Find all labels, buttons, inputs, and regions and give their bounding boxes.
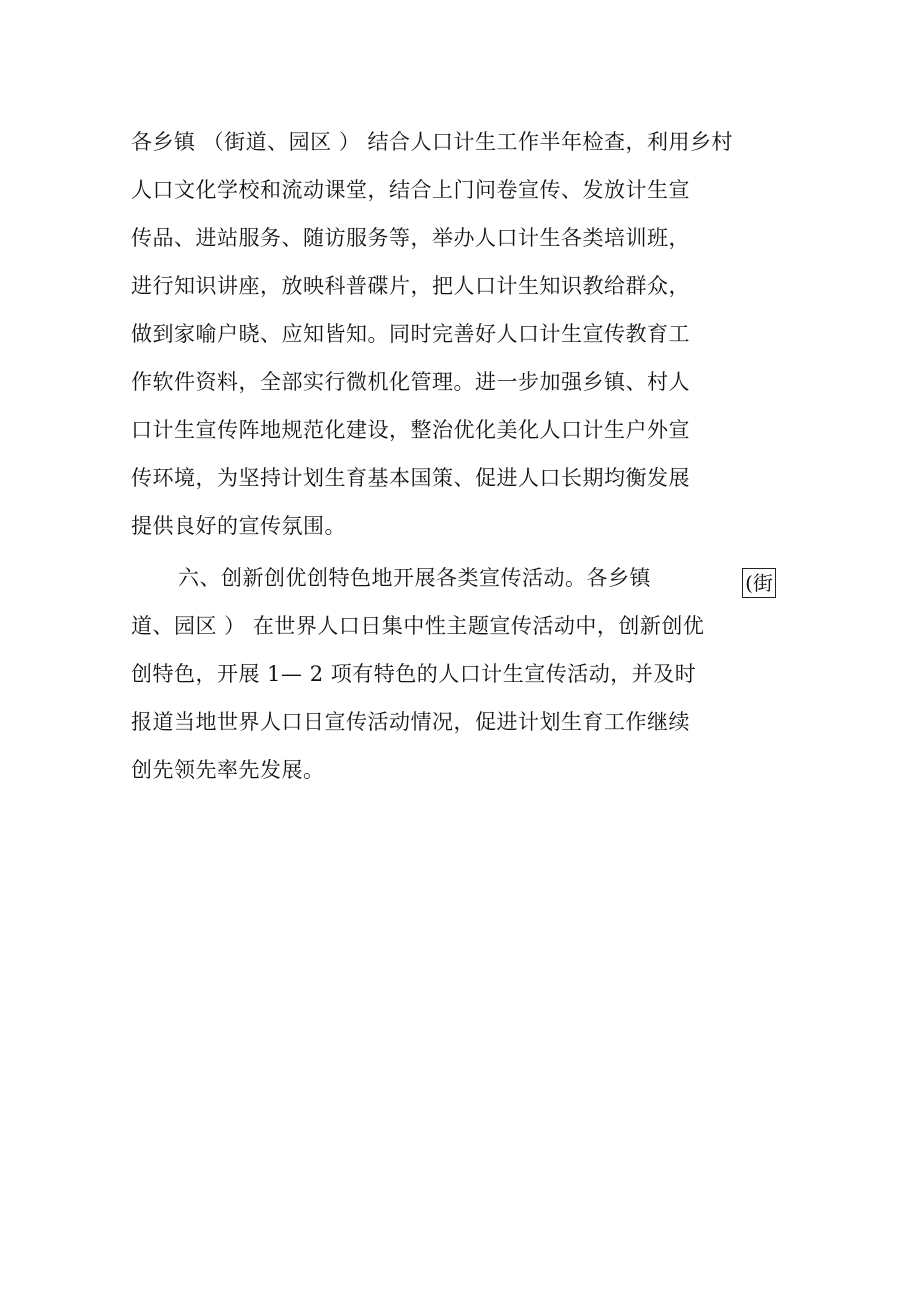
- text-line: 各乡镇 （街道、园区 ） 结合人口计生工作半年检查，利用乡村: [131, 130, 734, 154]
- text-line: 作软件资料，全部实行微机化管理。进一步加强乡镇、村人: [131, 370, 690, 394]
- text-line: 创先领先率先发展。: [131, 758, 325, 782]
- text-line: 道、园区 ） 在世界人口日集中性主题宣传活动中，创新创优: [131, 614, 705, 638]
- section-heading-line: 六、创新创优创特色地开展各类宣传活动。各乡镇: [178, 566, 651, 590]
- text-line: 传品、进站服务、随访服务等，举办人口计生各类培训班，: [131, 226, 690, 250]
- text-line: 做到家喻户晓、应知皆知。同时完善好人口计生宣传教育工: [131, 322, 690, 346]
- text-line: 传环境，为坚持计划生育基本国策、促进人口长期均衡发展: [131, 466, 690, 490]
- text-line: 创特色，开展 1— 2 项有特色的人口计生宣传活动，并及时: [131, 662, 697, 686]
- text-line: 提供良好的宣传氛围。: [131, 514, 346, 538]
- text-line: 口计生宣传阵地规范化建设，整治优化美化人口计生户外宣: [131, 418, 690, 442]
- text-line: 报道当地世界人口日宣传活动情况，促进计划生育工作继续: [131, 710, 690, 734]
- text-line: 进行知识讲座，放映科普碟片，把人口计生知识教给群众，: [131, 274, 690, 298]
- margin-text-fragment: (街: [742, 568, 776, 598]
- text-line: 人口文化学校和流动课堂，结合上门问卷宣传、发放计生宣: [131, 178, 690, 202]
